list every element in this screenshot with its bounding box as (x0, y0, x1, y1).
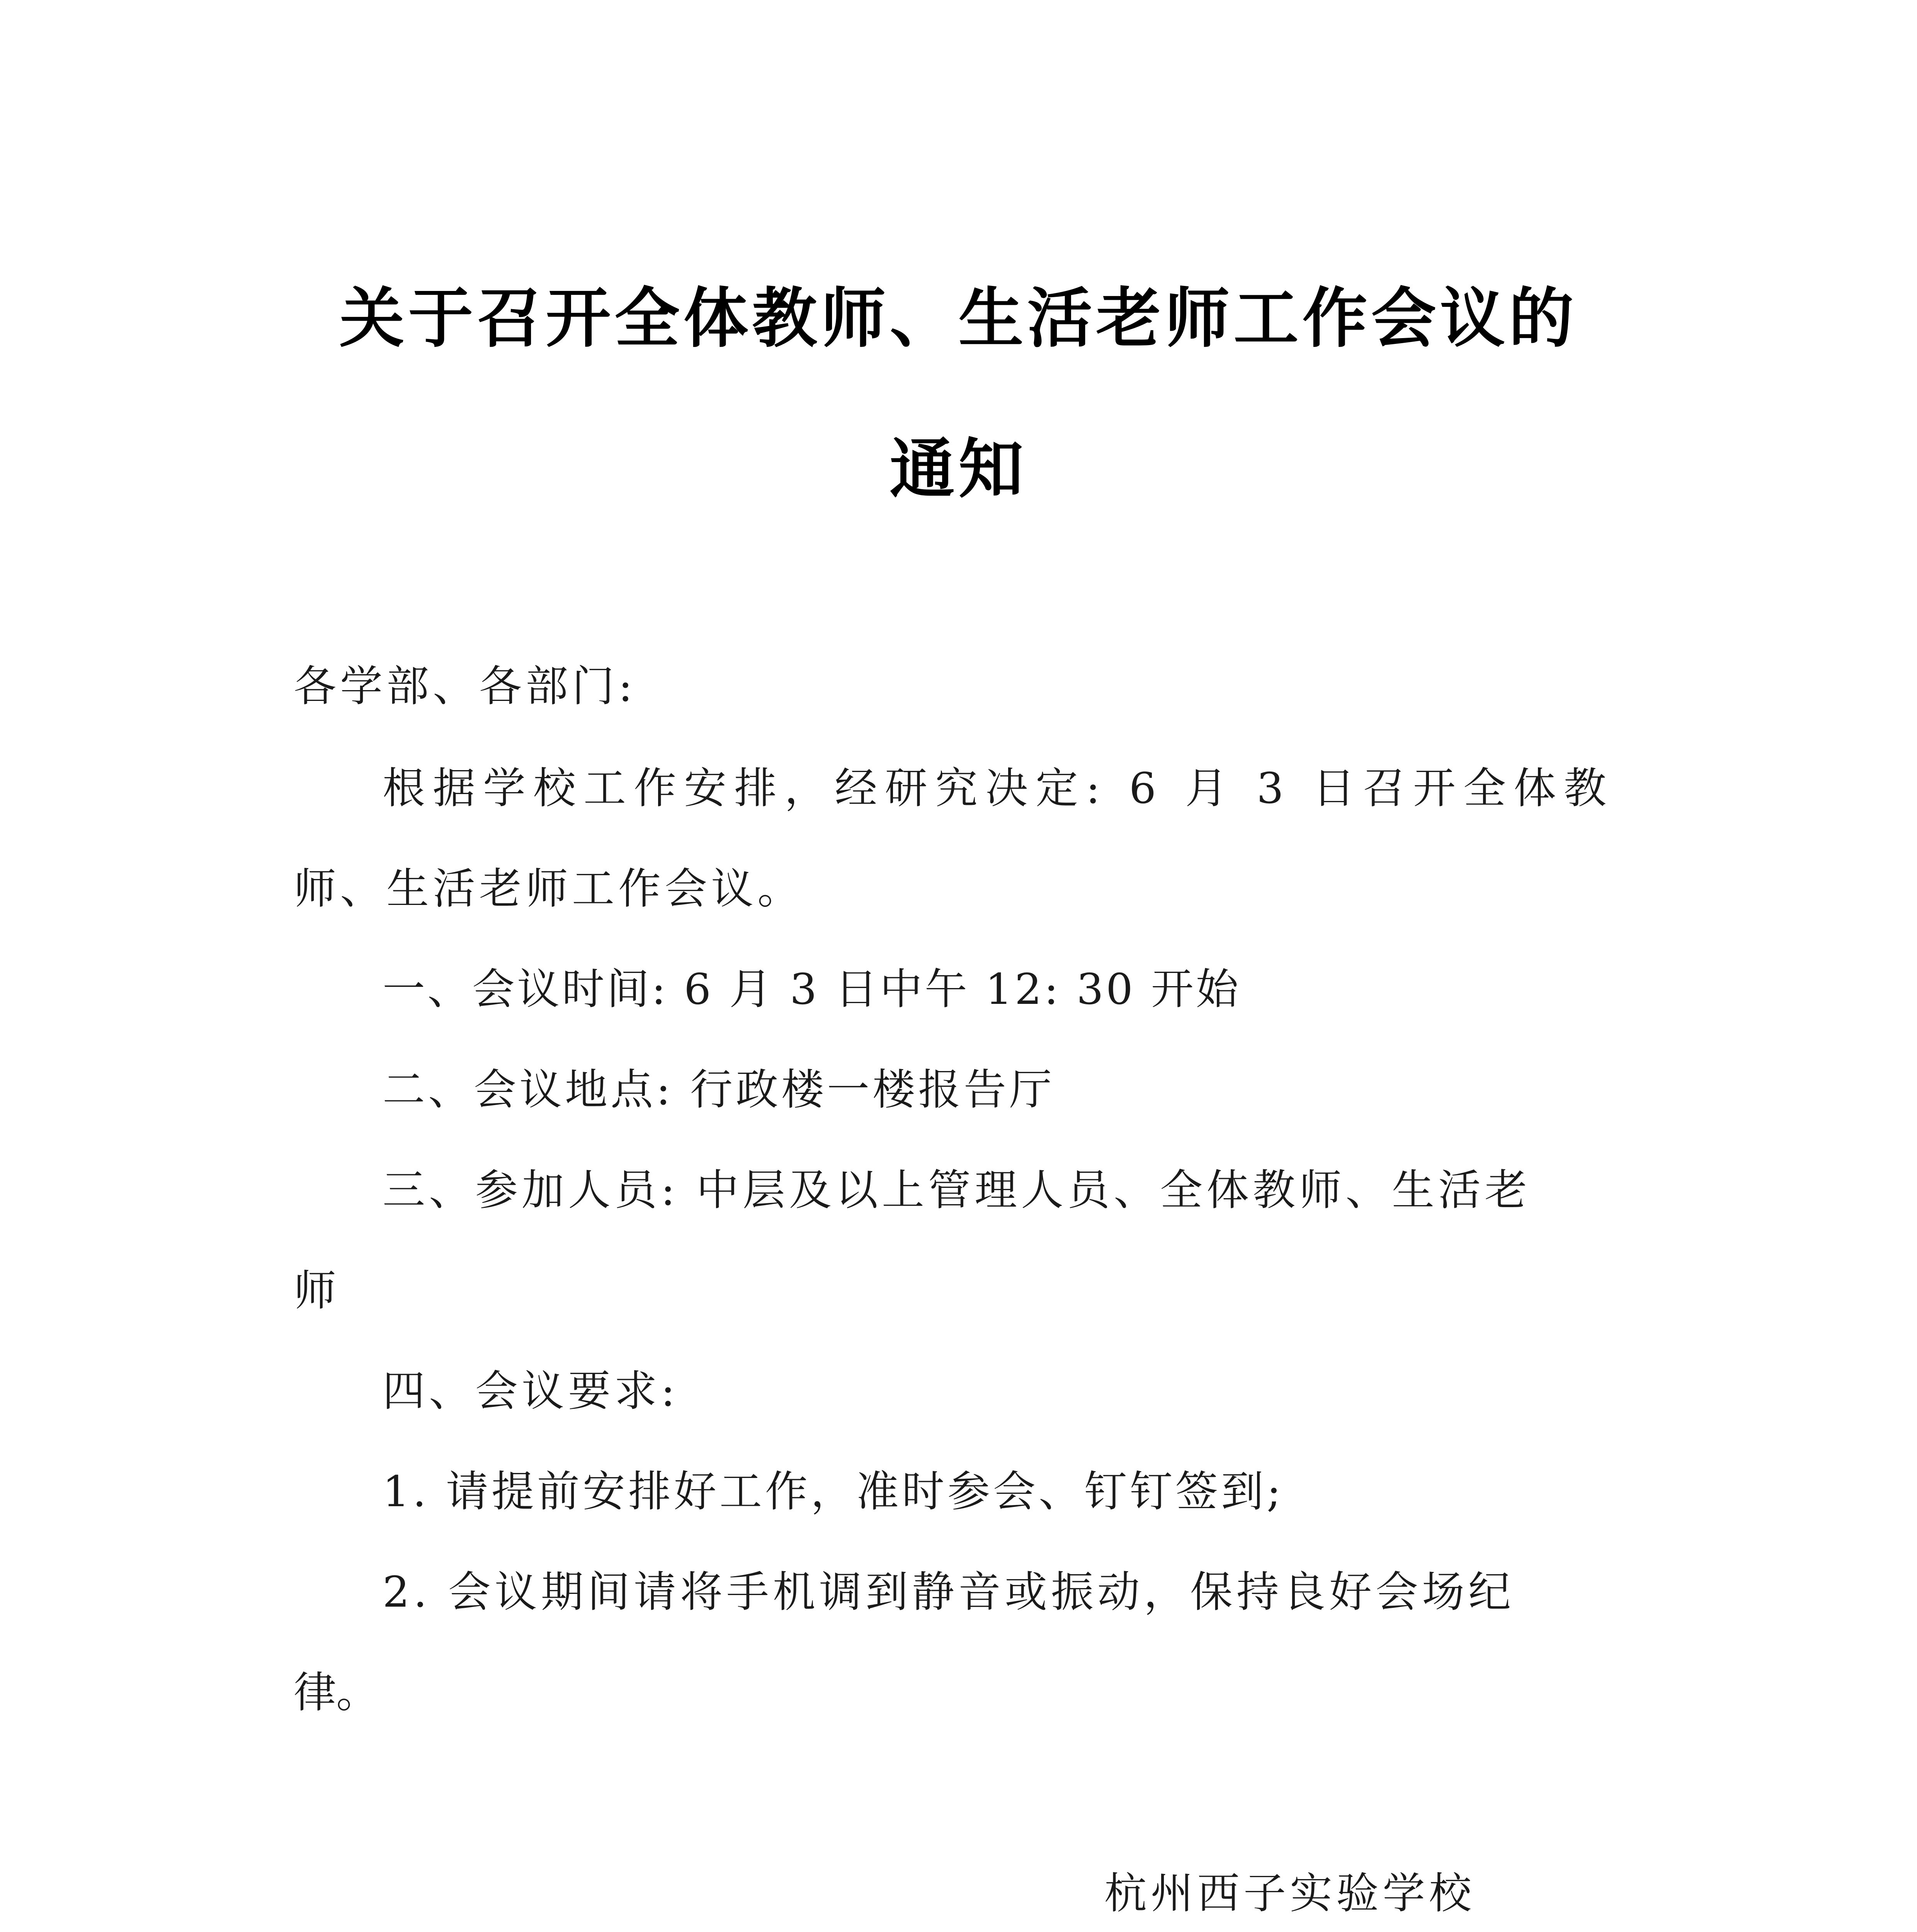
meeting-place-item: 二、会议地点: 行政楼一楼报告厅 (383, 1065, 1055, 1114)
requirements-heading: 四、会议要求: (383, 1366, 679, 1416)
meeting-time-item: 一、会议时间: 6 月 3 日中午 12: 30 开始 (383, 964, 1241, 1014)
attendees-item-line-1: 三、参加人员: 中层及以上管理人员、全体教师、生活老 (383, 1165, 1531, 1215)
signing-organization: 杭州西子实验学校 (1104, 1869, 1475, 1918)
intro-paragraph-line-1: 根据学校工作安排，经研究决定: 6 月 3 日召开全体教 (383, 764, 1614, 813)
intro-paragraph-line-2: 师、生活老师工作会议。 (294, 864, 804, 913)
requirement-2-line-1: 2. 会议期间请将手机调到静音或振动，保持良好会场纪 (383, 1567, 1515, 1617)
document-title-line-1: 关于召开全体教师、生活老师工作会议的 (339, 281, 1578, 356)
requirement-2-line-2: 律。 (294, 1668, 379, 1717)
addressee: 各学部、各部门: (294, 662, 637, 711)
attendees-item-line-2: 师 (294, 1266, 336, 1315)
document-title-line-2: 通知 (890, 431, 1027, 507)
requirement-1: 1. 请提前安排好工作，准时参会、钉钉签到; (383, 1467, 1284, 1516)
